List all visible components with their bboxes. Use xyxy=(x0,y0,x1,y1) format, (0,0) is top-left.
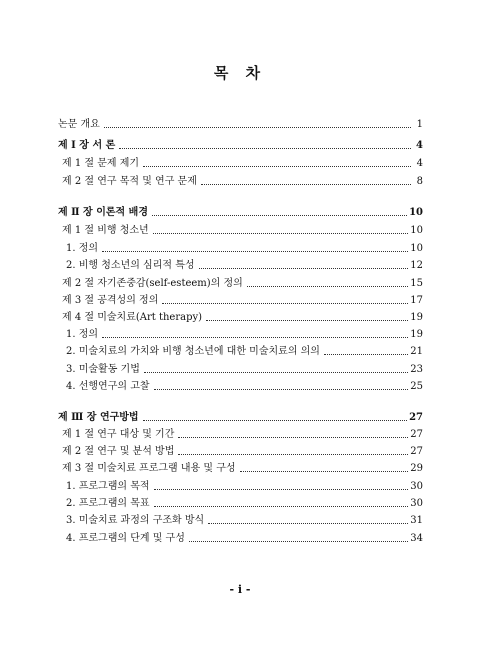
toc-entry-label: 2. 미술치료의 가치와 비행 청소년에 대한 미술치료의 의의 xyxy=(66,346,320,357)
toc-entry-page: 12 xyxy=(410,260,423,271)
toc-entry xyxy=(66,243,423,255)
toc-entry-label: 논문 개요 xyxy=(58,119,100,130)
toc-leader-dots xyxy=(199,268,409,269)
toc-entry-page: 23 xyxy=(410,364,423,375)
toc-leader-dots xyxy=(154,389,409,390)
toc-entry xyxy=(66,533,423,545)
toc-entry-page: 10 xyxy=(410,225,423,236)
toc-leader-dots xyxy=(104,127,411,128)
toc-entry-label: 제 2 절 자기존중감(self-esteem)의 정의 xyxy=(62,278,243,289)
toc-entry-label: 제 3 절 미술치료 프로그램 내용 및 구성 xyxy=(62,463,236,474)
toc-entry-label: 1. 정의 xyxy=(66,243,99,254)
toc-entry-label: 제 3 절 공격성의 정의 xyxy=(62,295,159,306)
toc-leader-dots xyxy=(324,354,408,355)
toc-leader-dots xyxy=(178,437,408,438)
toc-leader-dots xyxy=(208,523,408,524)
toc-entry-label: 제 Ⅱ 장 이론적 배경 xyxy=(58,207,148,218)
toc-entry-label: 2. 프로그램의 목표 xyxy=(66,498,150,509)
toc-entry-page: 15 xyxy=(410,278,423,289)
toc-entry-label: 제 2 절 연구 목적 및 연구 문제 xyxy=(62,176,197,187)
toc-entry-page: 10 xyxy=(410,243,423,254)
toc-leader-dots xyxy=(119,148,411,149)
toc-entry-label: 제 Ⅰ 장 서 론 xyxy=(58,140,116,151)
toc-leader-dots xyxy=(201,184,411,185)
toc-leader-dots xyxy=(144,372,408,373)
toc-entry xyxy=(62,429,423,441)
toc-entry xyxy=(62,446,423,458)
toc-entry xyxy=(66,346,423,358)
toc-leader-dots xyxy=(247,286,408,287)
toc-entry xyxy=(66,260,423,272)
toc-entry xyxy=(62,463,423,475)
toc-entry-label: 3. 미술활동 기법 xyxy=(66,364,140,375)
toc-leader-dots xyxy=(153,233,409,234)
toc-entry-page: 4 xyxy=(416,158,423,169)
toc-entry-page: 4 xyxy=(416,140,423,151)
toc-entry-label: 제 1 절 연구 대상 및 기간 xyxy=(62,429,175,440)
toc-entry xyxy=(62,225,423,237)
toc-entry-page: 21 xyxy=(410,346,423,357)
toc-leader-dots xyxy=(152,215,407,216)
toc-entry xyxy=(66,498,423,510)
toc-entry xyxy=(58,119,423,131)
toc-entry xyxy=(66,481,423,493)
page-title: 목 차 xyxy=(213,64,267,82)
toc-entry-page: 8 xyxy=(416,176,423,187)
toc-entry-label: 3. 미술치료 과정의 구조화 방식 xyxy=(66,515,205,526)
toc-entry-page: 30 xyxy=(410,498,423,509)
toc-leader-dots xyxy=(240,471,409,472)
toc-entry xyxy=(58,140,423,152)
toc-entry xyxy=(62,176,423,188)
toc-entry-label: 1. 프로그램의 목적 xyxy=(66,481,150,492)
toc-leader-dots xyxy=(189,541,408,542)
toc-entry xyxy=(62,312,423,324)
toc-entry xyxy=(66,364,423,376)
toc-entry-page: 10 xyxy=(409,207,423,218)
toc-entry xyxy=(58,207,423,219)
toc-entry-page: 25 xyxy=(410,381,423,392)
toc-leader-dots xyxy=(154,489,409,490)
toc-entry xyxy=(66,381,423,393)
toc-entry-page: 31 xyxy=(410,515,423,526)
toc-entry xyxy=(62,278,423,290)
toc-entry-page: 1 xyxy=(416,119,423,130)
toc-entry xyxy=(58,412,423,424)
toc-entry-page: 34 xyxy=(410,533,423,544)
toc-entry-page: 19 xyxy=(410,329,423,340)
toc-leader-dots xyxy=(102,337,408,338)
toc-entry-page: 27 xyxy=(410,429,423,440)
toc-entry-label: 4. 선행연구의 고찰 xyxy=(66,381,150,392)
toc-entry-page: 17 xyxy=(410,295,423,306)
toc-leader-dots xyxy=(178,454,408,455)
toc-entry-label: 2. 비행 청소년의 심리적 특성 xyxy=(66,260,195,271)
toc-entry-label: 제 2 절 연구 및 분석 방법 xyxy=(62,446,175,457)
toc-entry xyxy=(62,295,423,307)
toc-entry-page: 27 xyxy=(410,446,423,457)
toc-entry-page: 29 xyxy=(410,463,423,474)
page-number: - i - xyxy=(229,583,251,596)
toc-entry-label: 제 1 절 비행 청소년 xyxy=(62,225,149,236)
toc-leader-dots xyxy=(162,303,408,304)
toc-entry-label: 4. 프로그램의 단계 및 구성 xyxy=(66,533,185,544)
toc-leader-dots xyxy=(154,506,409,507)
toc-entry xyxy=(66,515,423,527)
toc-entry xyxy=(66,329,423,341)
toc-entry-page: 19 xyxy=(410,312,423,323)
toc-entry-label: 제 4 절 미술치료(Art therapy) xyxy=(62,312,203,323)
toc-leader-dots xyxy=(206,320,408,321)
toc-leader-dots xyxy=(102,251,408,252)
toc-leader-dots xyxy=(143,420,407,421)
toc-leader-dots xyxy=(143,166,411,167)
toc-entry-page: 27 xyxy=(409,412,423,423)
toc-entry-page: 30 xyxy=(410,481,423,492)
toc-entry-label: 제 1 절 문제 제기 xyxy=(62,158,140,169)
toc-entry-label: 1. 정의 xyxy=(66,329,99,340)
toc-entry-label: 제 Ⅲ 장 연구방법 xyxy=(58,412,139,423)
toc-entry xyxy=(62,158,423,170)
